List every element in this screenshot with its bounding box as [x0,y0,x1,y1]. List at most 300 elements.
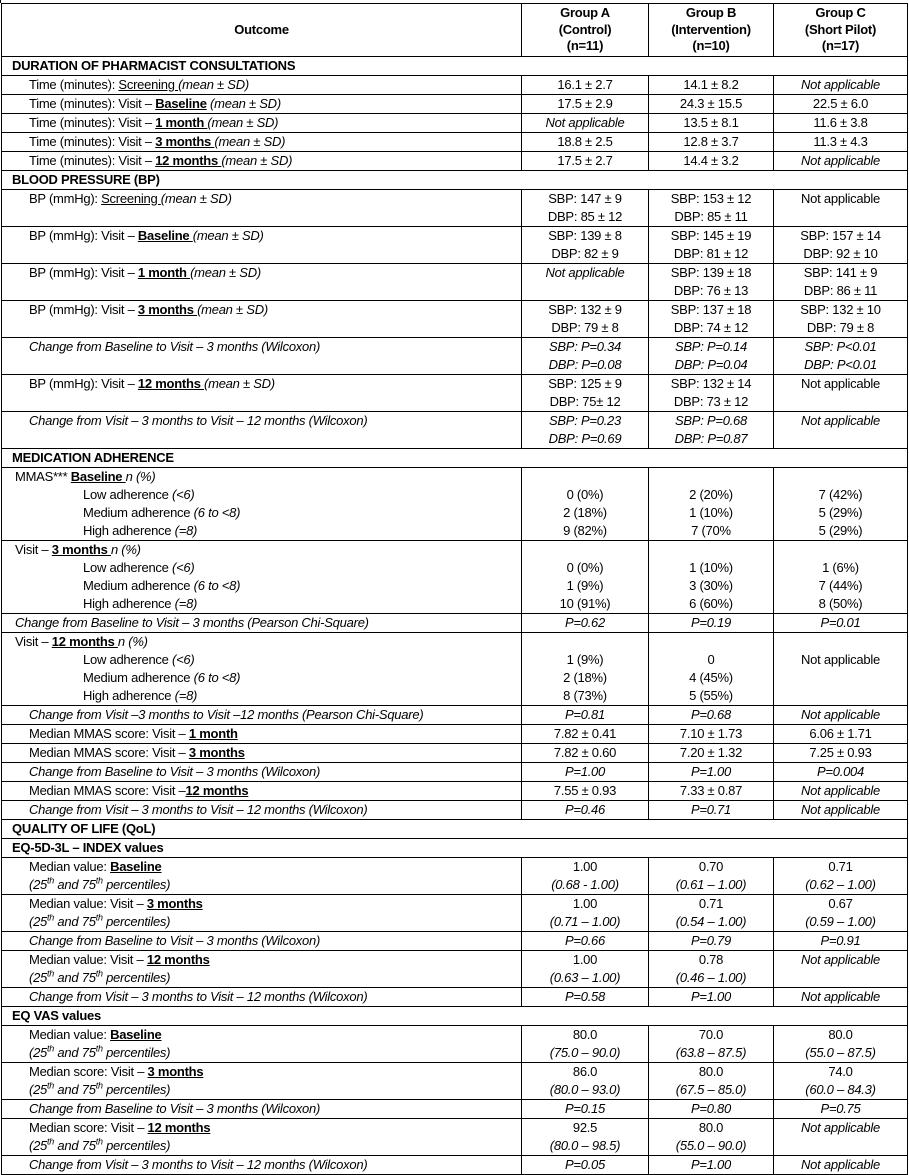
outcome-label-cell [2,762,522,781]
cell-value [652,541,770,559]
group-b-value-cell [649,1025,774,1062]
label-text: (mean ± SD) [221,152,293,168]
group-b-value-cell [649,94,774,113]
section-heading-row [2,819,908,838]
cell-value: (0.71 – 1.00) [549,913,621,929]
cell-value: 9 (82%) [563,522,607,538]
group-c-value-cell [774,75,908,94]
cell-value [777,468,904,486]
cell-value: DBP: 92 ± 10 [803,245,878,261]
label-text: (6 to <8) [193,504,241,520]
group-a-value-cell [522,113,649,132]
outcome-label-cell [2,705,522,724]
cell-value: 6 (60%) [689,595,733,611]
cell-value: (75.0 – 90.0) [549,1044,621,1060]
group-b-value-cell [649,705,774,724]
cell-value: DBP: 75± 12 [549,393,621,409]
label-text: 3 months [51,541,111,557]
cell-value: DBP: P<0.01 [804,356,877,372]
cell-value: (0.54 – 1.00) [675,913,747,929]
table-row [2,743,908,762]
outcome-label-cell [2,1099,522,1118]
outcome-label-line [5,932,518,950]
label-text: (=8) [174,522,198,538]
section-heading: DURATION OF PHARMACIST CONSULTATIONS [2,56,908,75]
cell-value: (80.0 – 93.0) [549,1081,621,1097]
group-b-column-header [649,4,774,57]
group-a-value-cell [522,337,649,374]
label-text: BP (mmHg): Visit – [29,227,138,243]
cell-value: SBP: 125 ± 9 [548,375,622,391]
group-a-value-cell [522,1099,649,1118]
group-desc: (Short Pilot) [804,21,877,37]
label-text: (mean ± SD) [178,76,249,92]
label-text: Low adherence [83,486,173,502]
cell-value: 7 (70% [691,522,731,538]
group-c-value-cell [774,226,908,263]
outcome-label-line [5,763,518,781]
table-row [2,411,908,448]
group-b-value-cell [649,931,774,950]
table-row [2,226,908,263]
outcome-label-line [5,725,518,743]
cell-value: DBP: P=0.87 [674,430,748,446]
outcome-label-line [5,1156,518,1174]
outcome-label-cell [2,632,522,705]
cell-value: SBP: 145 ± 19 [670,227,752,243]
section-heading: MEDICATION ADHERENCE [2,448,908,467]
cell-value: 1 (10%) [689,504,733,520]
outcome-label-line [5,669,518,687]
cell-value: P=0.66 [564,932,606,948]
group-a-value-cell [522,411,649,448]
label-text: Visit – [15,633,52,649]
section-heading: QUALITY OF LIFE (QoL) [2,819,908,838]
label-text: (mean ± SD) [207,114,279,130]
cell-value: P=1.00 [690,763,732,779]
label-text: 3 months [188,744,245,760]
group-c-value-cell [774,1062,908,1099]
group-n: (n=17) [821,38,860,53]
cell-value: 0.78 [698,951,724,967]
group-c-value-cell [774,94,908,113]
cell-value: 92.5 [572,1119,598,1135]
cell-value: DBP: 79 ± 8 [806,319,875,335]
cell-value: SBP: 132 ± 9 [548,301,622,317]
cell-value: P=0.75 [820,1100,861,1116]
cell-value: P=1.00 [564,763,606,779]
outcome-label-cell [2,94,522,113]
group-b-value-cell [649,987,774,1006]
cell-value: (80.0 – 98.5) [549,1137,621,1153]
group-b-value-cell [649,540,774,613]
group-a-value-cell [522,189,649,226]
cell-value: 24.3 ± 15.5 [679,95,743,111]
label-text: (6 to <8) [193,669,241,685]
outcome-label-cell [2,189,522,226]
group-a-value-cell [522,226,649,263]
label-text: Change from Visit –3 months to Visit –12 months (Pearson Chi-Square) [29,706,424,722]
outcome-label-line [5,559,518,577]
table-row [2,374,908,411]
label-text: 3 months [137,301,198,317]
cell-value: 10 (91%) [559,595,611,611]
cell-value: Not applicable [801,152,880,168]
table-row [2,857,908,894]
cell-value: 14.4 ± 3.2 [683,152,739,168]
label-text: 1 month [188,725,238,741]
group-a-value-cell [522,1155,649,1174]
label-text: th [95,968,103,979]
label-text: (mean ± SD) [160,190,232,206]
table-row [2,151,908,170]
cell-value: 14.1 ± 8.2 [683,76,739,92]
group-c-value-cell [774,540,908,613]
cell-value: 1.00 [572,951,598,967]
group-b-value-cell [649,132,774,151]
cell-value: 7.33 ± 0.87 [679,782,743,798]
label-text: th [95,1080,103,1091]
cell-value: 80.0 [698,1119,724,1135]
group-b-value-cell [649,300,774,337]
group-a-value-cell [522,374,649,411]
group-a-value-cell [522,894,649,931]
group-b-value-cell [649,857,774,894]
outcome-label-cell [2,411,522,448]
label-text: Change from Visit – 3 months to Visit – 12 months (Wilcoxon) [29,801,368,817]
cell-value: 5 (55%) [689,687,733,703]
group-c-value-cell [774,950,908,987]
cell-value: 0 (0%) [566,486,604,502]
cell-value: P=0.62 [564,614,606,630]
cell-value [777,633,904,651]
label-text: (25 [29,1137,48,1153]
cell-value: 11.3 ± 4.3 [813,133,868,149]
cell-value: 7.55 ± 0.93 [553,782,617,798]
label-text: th [47,1136,55,1147]
label-text: Change from Visit – 3 months to Visit – 12 months (Wilcoxon) [29,412,368,428]
section-heading-row [2,1006,908,1025]
cell-value: P=0.79 [690,932,732,948]
cell-value: 7.20 ± 1.32 [679,744,743,760]
cell-value: 13.5 ± 8.1 [683,114,739,130]
group-a-value-cell [522,540,649,613]
outcome-label-line [5,1100,518,1118]
group-c-value-cell [774,857,908,894]
group-a-value-cell [522,724,649,743]
cell-value: 2 (20%) [689,486,733,502]
outcome-label-line [5,706,518,724]
cell-value: (0.63 – 1.00) [549,969,621,985]
group-c-value-cell [774,743,908,762]
group-a-value-cell [522,800,649,819]
label-text: n (%) [117,633,148,649]
cell-value: Not applicable [545,114,625,130]
cell-value: DBP: P=0.69 [548,430,622,446]
group-name: Group C [815,5,866,20]
label-text: BP (mmHg): Visit – [29,264,138,280]
group-a-value-cell [522,75,649,94]
table-row [2,894,908,931]
group-a-value-cell [522,300,649,337]
table-row [2,950,908,987]
outcome-label-line [5,1063,518,1081]
group-desc: (Intervention) [671,21,751,37]
label-text: Change from Visit – 3 months to Visit – 12 months (Wilcoxon) [29,988,368,1004]
cell-value: 22.5 ± 6.0 [812,95,869,111]
outcome-label-line [5,633,518,651]
label-text: Medium adherence [83,669,194,685]
label-text: Median value: Visit – [29,951,147,967]
cell-value: SBP: P<0.01 [804,338,877,354]
cell-value [652,633,770,651]
cell-value: 86.0 [572,1063,598,1079]
table-row [2,189,908,226]
group-b-value-cell [649,75,774,94]
label-text: Change from Baseline to Visit – 3 months (Wilcoxon) [29,1100,321,1116]
group-a-value-cell [522,94,649,113]
cell-value: (0.61 – 1.00) [675,876,747,892]
cell-value: P=0.81 [564,706,606,722]
label-text: Low adherence [83,559,173,575]
label-text: and 75 [54,1137,96,1153]
cell-value: SBP: 139 ± 18 [670,264,752,280]
group-c-value-cell [774,189,908,226]
cell-value: 0.67 [828,895,853,911]
table-row [2,1099,908,1118]
cell-value: 17.5 ± 2.9 [557,95,613,111]
outcome-label-cell [2,987,522,1006]
label-text: Screening [118,76,179,92]
cell-value: 7 (44%) [818,577,863,593]
outcome-label-line [5,486,518,504]
cell-value [525,541,645,559]
label-text: (25 [29,1044,48,1060]
label-text: High adherence [83,522,175,538]
outcome-label-line [5,782,518,800]
outcome-label-cell [2,113,522,132]
outcome-label-cell [2,1155,522,1174]
table-row [2,263,908,300]
group-c-value-cell [774,1118,908,1155]
label-text: Median MMAS score: Visit – [29,744,189,760]
outcome-label-line [5,951,518,969]
group-b-value-cell [649,411,774,448]
outcome-label-line [5,468,518,486]
cell-value: 8 (50%) [818,595,863,611]
cell-value: 7.82 ± 0.41 [553,725,617,741]
group-a-value-cell [522,132,649,151]
group-c-value-cell [774,931,908,950]
cell-value: 3 (30%) [689,577,733,593]
label-text: Median MMAS score: Visit – [29,725,189,741]
cell-value: 12.8 ± 3.7 [683,133,739,149]
label-text: Baseline [137,227,193,243]
cell-value: Not applicable [801,651,880,667]
outcome-label-line [5,969,518,987]
label-text: (25 [29,969,48,985]
outcome-label-cell [2,950,522,987]
table-row [2,1118,908,1155]
group-c-value-cell [774,705,908,724]
outcome-label-line [5,541,518,559]
label-text: (<6) [172,559,195,575]
group-a-value-cell [522,1118,649,1155]
outcome-label-line [5,133,518,151]
table-row [2,1155,908,1174]
label-text: Medium adherence [83,504,194,520]
label-text: Change from Visit – 3 months to Visit – 12 months (Wilcoxon) [29,1156,368,1172]
cell-value: 2 (18%) [563,504,607,520]
cell-value: (55.0 – 87.5) [805,1044,876,1060]
outcome-label-cell [2,226,522,263]
cell-value: 74.0 [828,1063,853,1079]
table-row [2,800,908,819]
group-c-value-cell [774,411,908,448]
label-text: Time (minutes): [29,76,119,92]
cell-value: 8 (73%) [563,687,607,703]
label-text: MMAS*** [15,468,71,484]
group-c-value-cell [774,1155,908,1174]
group-c-value-cell [774,1025,908,1062]
group-b-value-cell [649,374,774,411]
outcome-column-header [2,4,522,57]
group-c-value-cell [774,800,908,819]
cell-value: 70.0 [698,1026,724,1042]
cell-value: SBP: 141 ± 9 [803,264,878,280]
label-text: th [47,1043,55,1054]
group-a-value-cell [522,263,649,300]
group-a-value-cell [522,151,649,170]
outcome-label-cell [2,467,522,540]
label-text: th [95,875,103,886]
cell-value: (0.62 – 1.00) [805,876,876,892]
group-c-value-cell [774,1099,908,1118]
table-body [2,56,908,1174]
section-heading-row [2,838,908,857]
cell-value: Not applicable [801,375,880,391]
group-b-value-cell [649,781,774,800]
cell-value: 11.6 ± 3.8 [813,114,868,130]
outcome-label-cell [2,857,522,894]
outcome-label-line [5,801,518,819]
outcome-label-cell [2,894,522,931]
label-text: (<6) [172,486,195,502]
outcome-label-line [5,152,518,170]
outcome-label-line [5,301,518,319]
group-a-value-cell [522,987,649,1006]
label-text: High adherence [83,687,175,703]
label-text: Time (minutes): Visit – [29,133,156,149]
table-header-row [2,4,908,57]
group-c-value-cell [774,632,908,705]
label-text: n (%) [110,541,141,557]
label-text: (<6) [172,651,195,667]
cell-value: 80.0 [698,1063,724,1079]
cell-value: 7.25 ± 0.93 [809,744,872,760]
table-row [2,1025,908,1062]
outcome-label-line [5,522,518,540]
cell-value: 5 (29%) [818,504,863,520]
cell-value: (0.46 – 1.00) [675,969,747,985]
cell-value: DBP: 85 ± 12 [547,208,623,224]
outcome-label-line [5,1026,518,1044]
label-text: (=8) [174,595,198,611]
label-text: Change from Baseline to Visit – 3 months (Wilcoxon) [29,932,321,948]
group-b-value-cell [649,337,774,374]
group-a-value-cell [522,781,649,800]
cell-value: P=0.01 [820,614,861,630]
group-c-value-cell [774,300,908,337]
group-b-value-cell [649,263,774,300]
label-text: (mean ± SD) [197,301,268,317]
label-text: Time (minutes): Visit – [29,152,156,168]
cell-value: P=1.00 [690,1156,732,1172]
cell-value: DBP: 86 ± 11 [803,282,878,298]
label-text: percentiles) [102,876,171,892]
outcome-label-line [5,595,518,613]
cell-value: P=0.46 [564,801,606,817]
outcome-label-line [5,338,518,356]
group-b-value-cell [649,894,774,931]
cell-value: SBP: 147 ± 9 [548,190,622,206]
label-text: th [47,912,55,923]
cell-value: Not applicable [801,801,880,817]
outcome-label-cell [2,800,522,819]
cell-value: 80.0 [572,1026,598,1042]
group-c-value-cell [774,151,908,170]
group-b-value-cell [649,613,774,632]
group-c-value-cell [774,374,908,411]
label-text: Median MMAS score: Visit – [29,782,186,798]
outcome-label-line [5,1137,518,1155]
label-text: 12 months [155,152,222,168]
outcome-label-cell [2,1062,522,1099]
outcome-label-line [5,913,518,931]
group-b-value-cell [649,1099,774,1118]
cell-value: SBP: P=0.14 [674,338,748,354]
cell-value [525,633,645,651]
cell-value: 1 (6%) [822,559,859,575]
outcome-label-cell [2,613,522,632]
outcome-label-line [5,190,518,208]
cell-value: DBP: 74 ± 12 [673,319,749,335]
cell-value: SBP: 132 ± 10 [800,301,881,317]
label-text: Median score: Visit – [29,1119,148,1135]
table-row [2,931,908,950]
label-text: (6 to <8) [193,577,241,593]
cell-value: P=1.00 [690,988,732,1004]
label-text: Time (minutes): Visit – [29,95,156,111]
group-c-value-cell [774,781,908,800]
label-text: Baseline [110,1026,162,1042]
outcome-label-line [5,1119,518,1137]
cell-value: P=0.80 [690,1100,732,1116]
outcome-label-cell [2,724,522,743]
label-text: n (%) [125,468,156,484]
outcome-label-cell [2,374,522,411]
cell-value: Not applicable [801,190,880,206]
group-c-column-header [774,4,908,57]
cell-value: Not applicable [801,782,880,798]
cell-value: Not applicable [801,951,880,967]
label-text: Visit – [15,541,52,557]
label-text: Median value: [29,1026,111,1042]
cell-value: Not applicable [801,1156,880,1172]
section-heading: BLOOD PRESSURE (BP) [2,170,908,189]
group-a-value-cell [522,705,649,724]
label-text: Low adherence [83,651,173,667]
